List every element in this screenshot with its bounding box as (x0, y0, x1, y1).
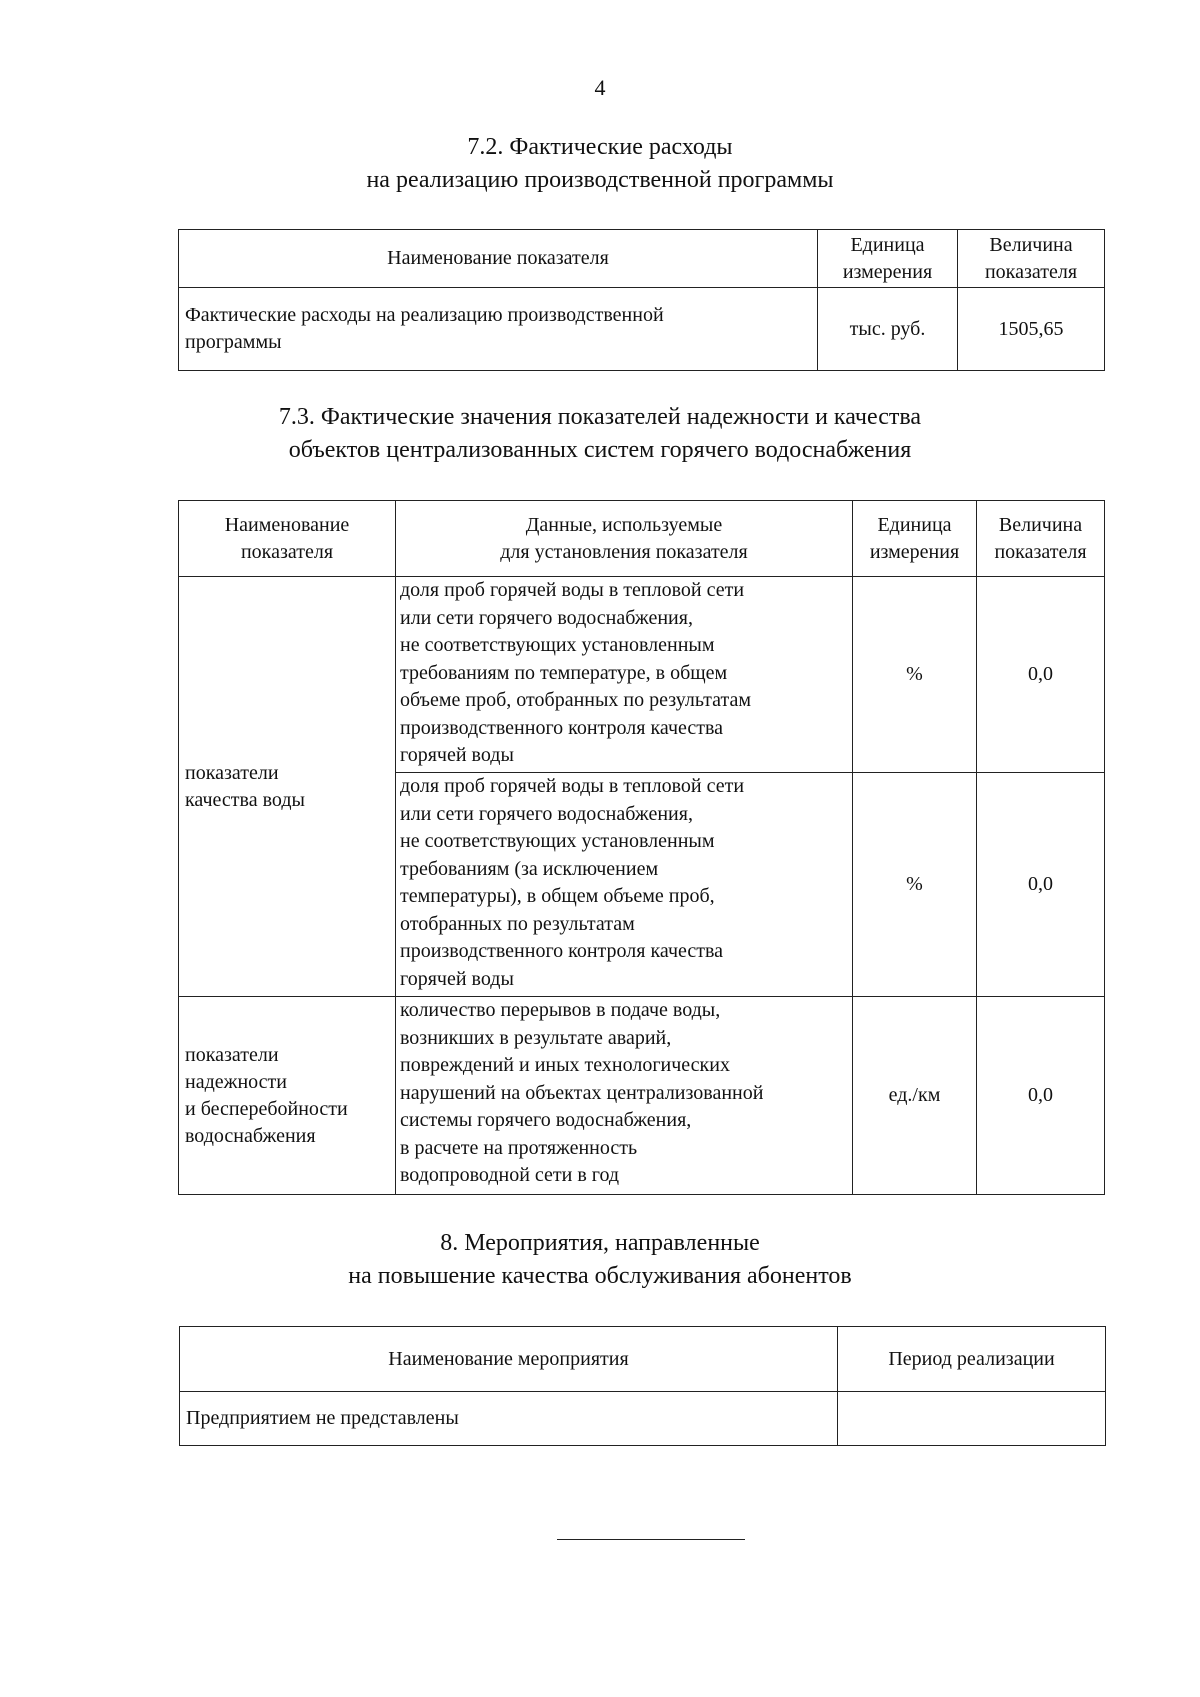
measures-row-name: Предприятием не представлены (180, 1392, 838, 1446)
section-7-3-title-line2: объектов централизованных систем горячего водоснабжения (288, 437, 912, 463)
row-value: 0,0 (977, 997, 1105, 1195)
row-unit: ед./км (853, 997, 977, 1195)
section-7-3-heading (0, 401, 1200, 467)
group-water-quality: показатели качества воды (179, 577, 396, 997)
measures-row-period (838, 1392, 1106, 1446)
row-value: 0,0 (977, 577, 1105, 773)
end-divider-line (557, 1539, 745, 1540)
section-8-title-line1: 8. Мероприятия, направленные (440, 1230, 760, 1256)
expenses-row-value: 1505,65 (958, 288, 1105, 371)
row-data-text: доля проб горячей воды в тепловой сети или сети горячего водоснабжения, не соответствующих установленным требованиям по температуре, в общем объеме проб, отобранных по результатам производственного контроля качества горячей воды (396, 577, 853, 773)
section-7-2-heading (0, 131, 1200, 197)
expenses-header-unit: Единица измерения (818, 230, 958, 288)
section-7-3-title-line1: 7.3. Фактические значения показателей надежности и качества (278, 404, 922, 430)
reliability-header-data: Данные, используемые для установления показателя (396, 501, 853, 577)
table-row (179, 288, 1105, 371)
measures-table-header (180, 1327, 1106, 1392)
table-row (179, 577, 1105, 773)
expenses-table (178, 229, 1105, 371)
reliability-header-unit: Единица измерения (853, 501, 977, 577)
measures-header-name: Наименование мероприятия (180, 1327, 838, 1392)
row-data-text: доля проб горячей воды в тепловой сети или сети горячего водоснабжения, не соответствующих установленным требованиям (за исключением температуры), в общем объеме проб, отобранных по результатам производственного контроля качества горячей воды (396, 773, 853, 997)
row-unit: % (853, 773, 977, 997)
section-7-2-title-line1: 7.2. Фактические расходы (467, 134, 733, 160)
section-8-heading (0, 1227, 1200, 1293)
reliability-table (178, 500, 1105, 1195)
section-8-title-line2: на повышение качества обслуживания абонентов (348, 1263, 852, 1289)
table-row (180, 1392, 1106, 1446)
section-7-2-title-line2: на реализацию производственной программы (366, 167, 834, 193)
expenses-header-value: Величина показателя (958, 230, 1105, 288)
expenses-table-header (179, 230, 1105, 288)
group-reliability: показатели надежности и бесперебойности водоснабжения (179, 997, 396, 1195)
reliability-header-value: Величина показателя (977, 501, 1105, 577)
row-value: 0,0 (977, 773, 1105, 997)
reliability-header-name: Наименование показателя (179, 501, 396, 577)
measures-table (179, 1326, 1106, 1446)
row-data-text: количество перерывов в подаче воды, возникших в результате аварий, повреждений и иных технологических нарушений на объектах централизованной системы горячего водоснабжения, в расчете на протяженность водопроводной сети в год (396, 997, 853, 1195)
expenses-header-name: Наименование показателя (179, 230, 818, 288)
page-number: 4 (594, 75, 606, 100)
table-row (179, 997, 1105, 1195)
expenses-row-name: Фактические расходы на реализацию производственной программы (179, 288, 818, 371)
measures-header-period: Период реализации (838, 1327, 1106, 1392)
reliability-table-header (179, 501, 1105, 577)
expenses-row-unit: тыс. руб. (818, 288, 958, 371)
row-unit: % (853, 577, 977, 773)
